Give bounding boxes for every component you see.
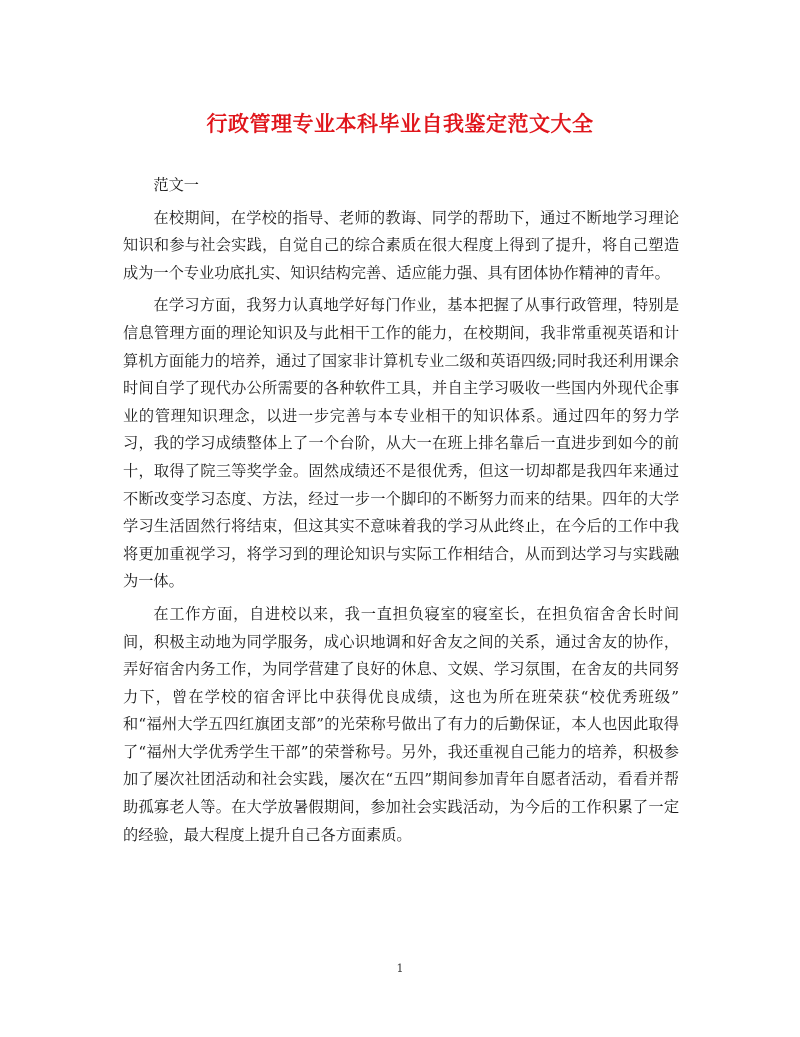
paragraph: 在学习方面，我努力认真地学好每门作业，基本把握了从事行政管理，特别是信息管理方面的理论知识及与此相干工作的能力，在校期间，我非常重视英语和计算机方面能力的培养，通过了国家非计算机专业二级和英语四级;同时我还利用课余时间自学了现代办公所需要的各种软件工具，并自主学习吸收一些国内外现代企事业的管理知识理念，以进一步完善与本专业相干的知识体系。通过四年的努力学习，我的学习成绩整体上了一个台阶，从大一在班上排名靠后一直进步到如今的前十，取得了院三等奖学金。固然成绩还不是很优秀，但这一切却都是我四年来通过不断改变学习态度、方法，经过一步一个脚印的不断努力而来的结果。四年的大学学习生活固然行将结束，但这其实不意味着我的学习从此终止，在今后的工作中我将更加重视学习，将学习到的理论知识与实际工作相结合，从而到达学习与实践融为一体。 bbox=[123, 296, 679, 591]
page-number: 1 bbox=[396, 962, 404, 975]
paragraph: 在校期间，在学校的指导、老师的教诲、同学的帮助下，通过不断地学习理论知识和参与社会实践，自觉自己的综合素质在很大程度上得到了提升，将自己塑造成为一个专业功底扎实、知识结构完善、适应能力强、具有团体协作精神的青年。 bbox=[123, 208, 679, 282]
document-body bbox=[123, 172, 679, 854]
section-heading: 范文一 bbox=[153, 176, 199, 194]
document-title: 行政管理专业本科毕业自我鉴定范文大全 bbox=[206, 112, 594, 136]
paragraph: 在工作方面，自进校以来，我一直担负寝室的寝室长，在担负宿舍舍长时间间，积极主动地为同学服务，成心识地调和好舍友之间的关系，通过舍友的协作，弄好宿舍内务工作，为同学营建了良好的休息、文娱、学习氛围，在舍友的共同努力下，曾在学校的宿舍评比中获得优良成绩，这也为所在班荣获“校优秀班级” 和“福州大学五四红旗团支部”的光荣称号做出了有力的后勤保证，本人也因此取得了“福州大学优秀学生干部”的荣誉称号。另外，我还重视自己能力的培养，积极参加了屡次社团活动和社会实践，屡次在“五四”期间参加青年自愿者活动，看看并帮助孤寡老人等。在大学放暑假期间，参加社会实践活动，为今后的工作积累了一定的经验，最大程度上提升自己各方面素质。 bbox=[123, 604, 679, 844]
